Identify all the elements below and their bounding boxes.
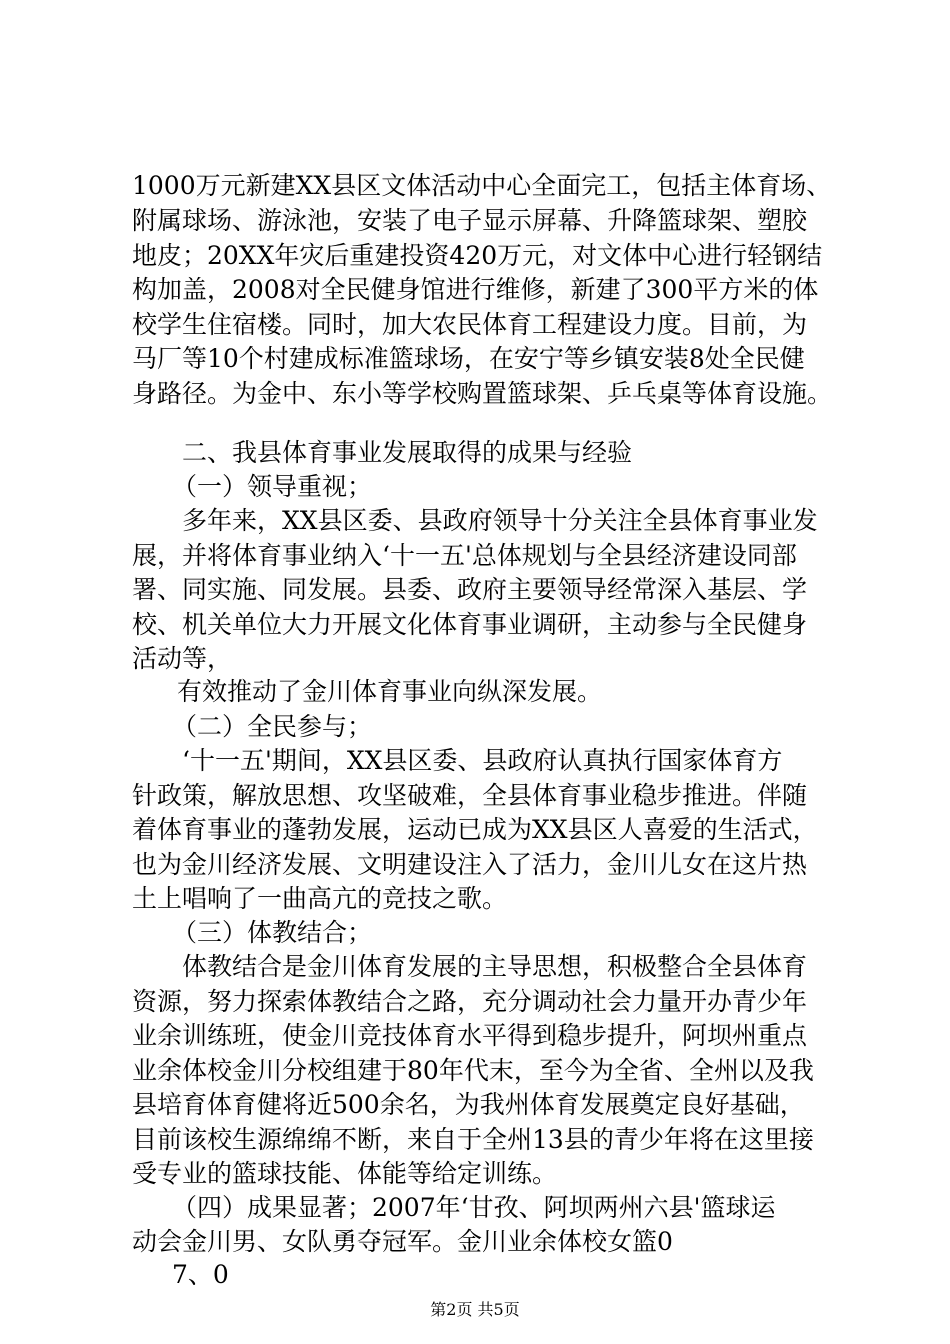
body-line: 7、0 <box>172 1260 229 1289</box>
body-line: 也为金川经济发展、文明建设注入了活力，金川儿女在这片热 <box>132 850 808 879</box>
body-line: 1000万元新建XX县区文体活动中心全面完工，包括主体育场、 <box>132 171 832 200</box>
body-line: 署、同实施、同发展。县委、政府主要领导经常深入基层、学 <box>132 575 808 604</box>
body-line: 着体育事业的蓬勃发展，运动已成为XX县区人喜爱的生活式， <box>132 815 818 844</box>
body-line: 业余体校金川分校组建于80年代末，至今为全省、全州以及我 <box>132 1056 814 1085</box>
body-line: 资源，努力探索体教结合之路，充分调动社会力量开办青少年 <box>132 987 808 1016</box>
body-line: 动会金川男、女队勇夺冠军。金川业余体校女篮0 <box>132 1227 673 1256</box>
body-line: 土上唱响了一曲高亢的竞技之歌。 <box>132 884 508 913</box>
body-line: 多年来，XX县区委、县政府领导十分关注全县体育事业发 <box>182 506 818 535</box>
body-line: 目前该校生源绵绵不断，来自于全州13县的青少年将在这里接 <box>132 1125 814 1154</box>
body-line: 体教结合是金川体育发展的主导思想，积极整合全县体育 <box>182 952 808 981</box>
body-line: 校、机关单位大力开展文化体育事业调研，主动参与全民健身 <box>132 610 808 639</box>
body-line: ‘十一五'期间，XX县区委、县政府认真执行国家体育方 <box>182 746 783 775</box>
section-heading: 二、我县体育事业发展取得的成果与经验 <box>182 438 633 467</box>
subsection-heading: （一）领导重视； <box>172 472 373 501</box>
body-line: 业余训练班，使金川竞技体育水平得到稳步提升，阿坝州重点 <box>132 1021 808 1050</box>
body-line: 马厂等10个村建成标准篮球场，在安宁等乡镇安装8处全民健 <box>132 344 805 373</box>
page-number-footer: 第2页 共5页 <box>430 1300 520 1319</box>
subsection-heading: （四）成果显著；2007年‘甘孜、阿坝两州六县'篮球运 <box>172 1193 776 1222</box>
body-line: 校学生住宿楼。同时，加大农民体育工程建设力度。目前，为 <box>132 310 808 339</box>
subsection-heading: （三）体教结合； <box>172 918 373 947</box>
body-line: 县培育体育健将近500余名，为我州体育发展奠定良好基础， <box>132 1090 805 1119</box>
body-line: 有效推动了金川体育事业向纵深发展。 <box>177 677 603 706</box>
subsection-heading: （二）全民参与； <box>172 712 373 741</box>
body-line: 展，并将体育事业纳入‘十一五'总体规划与全县经济建设同部 <box>132 541 797 570</box>
body-line: 构加盖，2008对全民健身馆进行维修，新建了300平方米的体 <box>132 275 819 304</box>
body-line: 附属球场、游泳池，安装了电子显示屏幕、升降篮球架、塑胶 <box>132 206 808 235</box>
body-line: 针政策，解放思想、攻坚破难，全县体育事业稳步推进。伴随 <box>132 781 808 810</box>
body-line: 活动等， <box>132 644 233 673</box>
body-line: 受专业的篮球技能、体能等给定训练。 <box>132 1159 558 1188</box>
body-line: 地皮；20XX年灾后重建投资420万元，对文体中心进行轻钢结 <box>132 241 823 270</box>
body-line: 身路径。为金中、东小等学校购置篮球架、乒乓桌等体育设施。 <box>132 379 833 408</box>
